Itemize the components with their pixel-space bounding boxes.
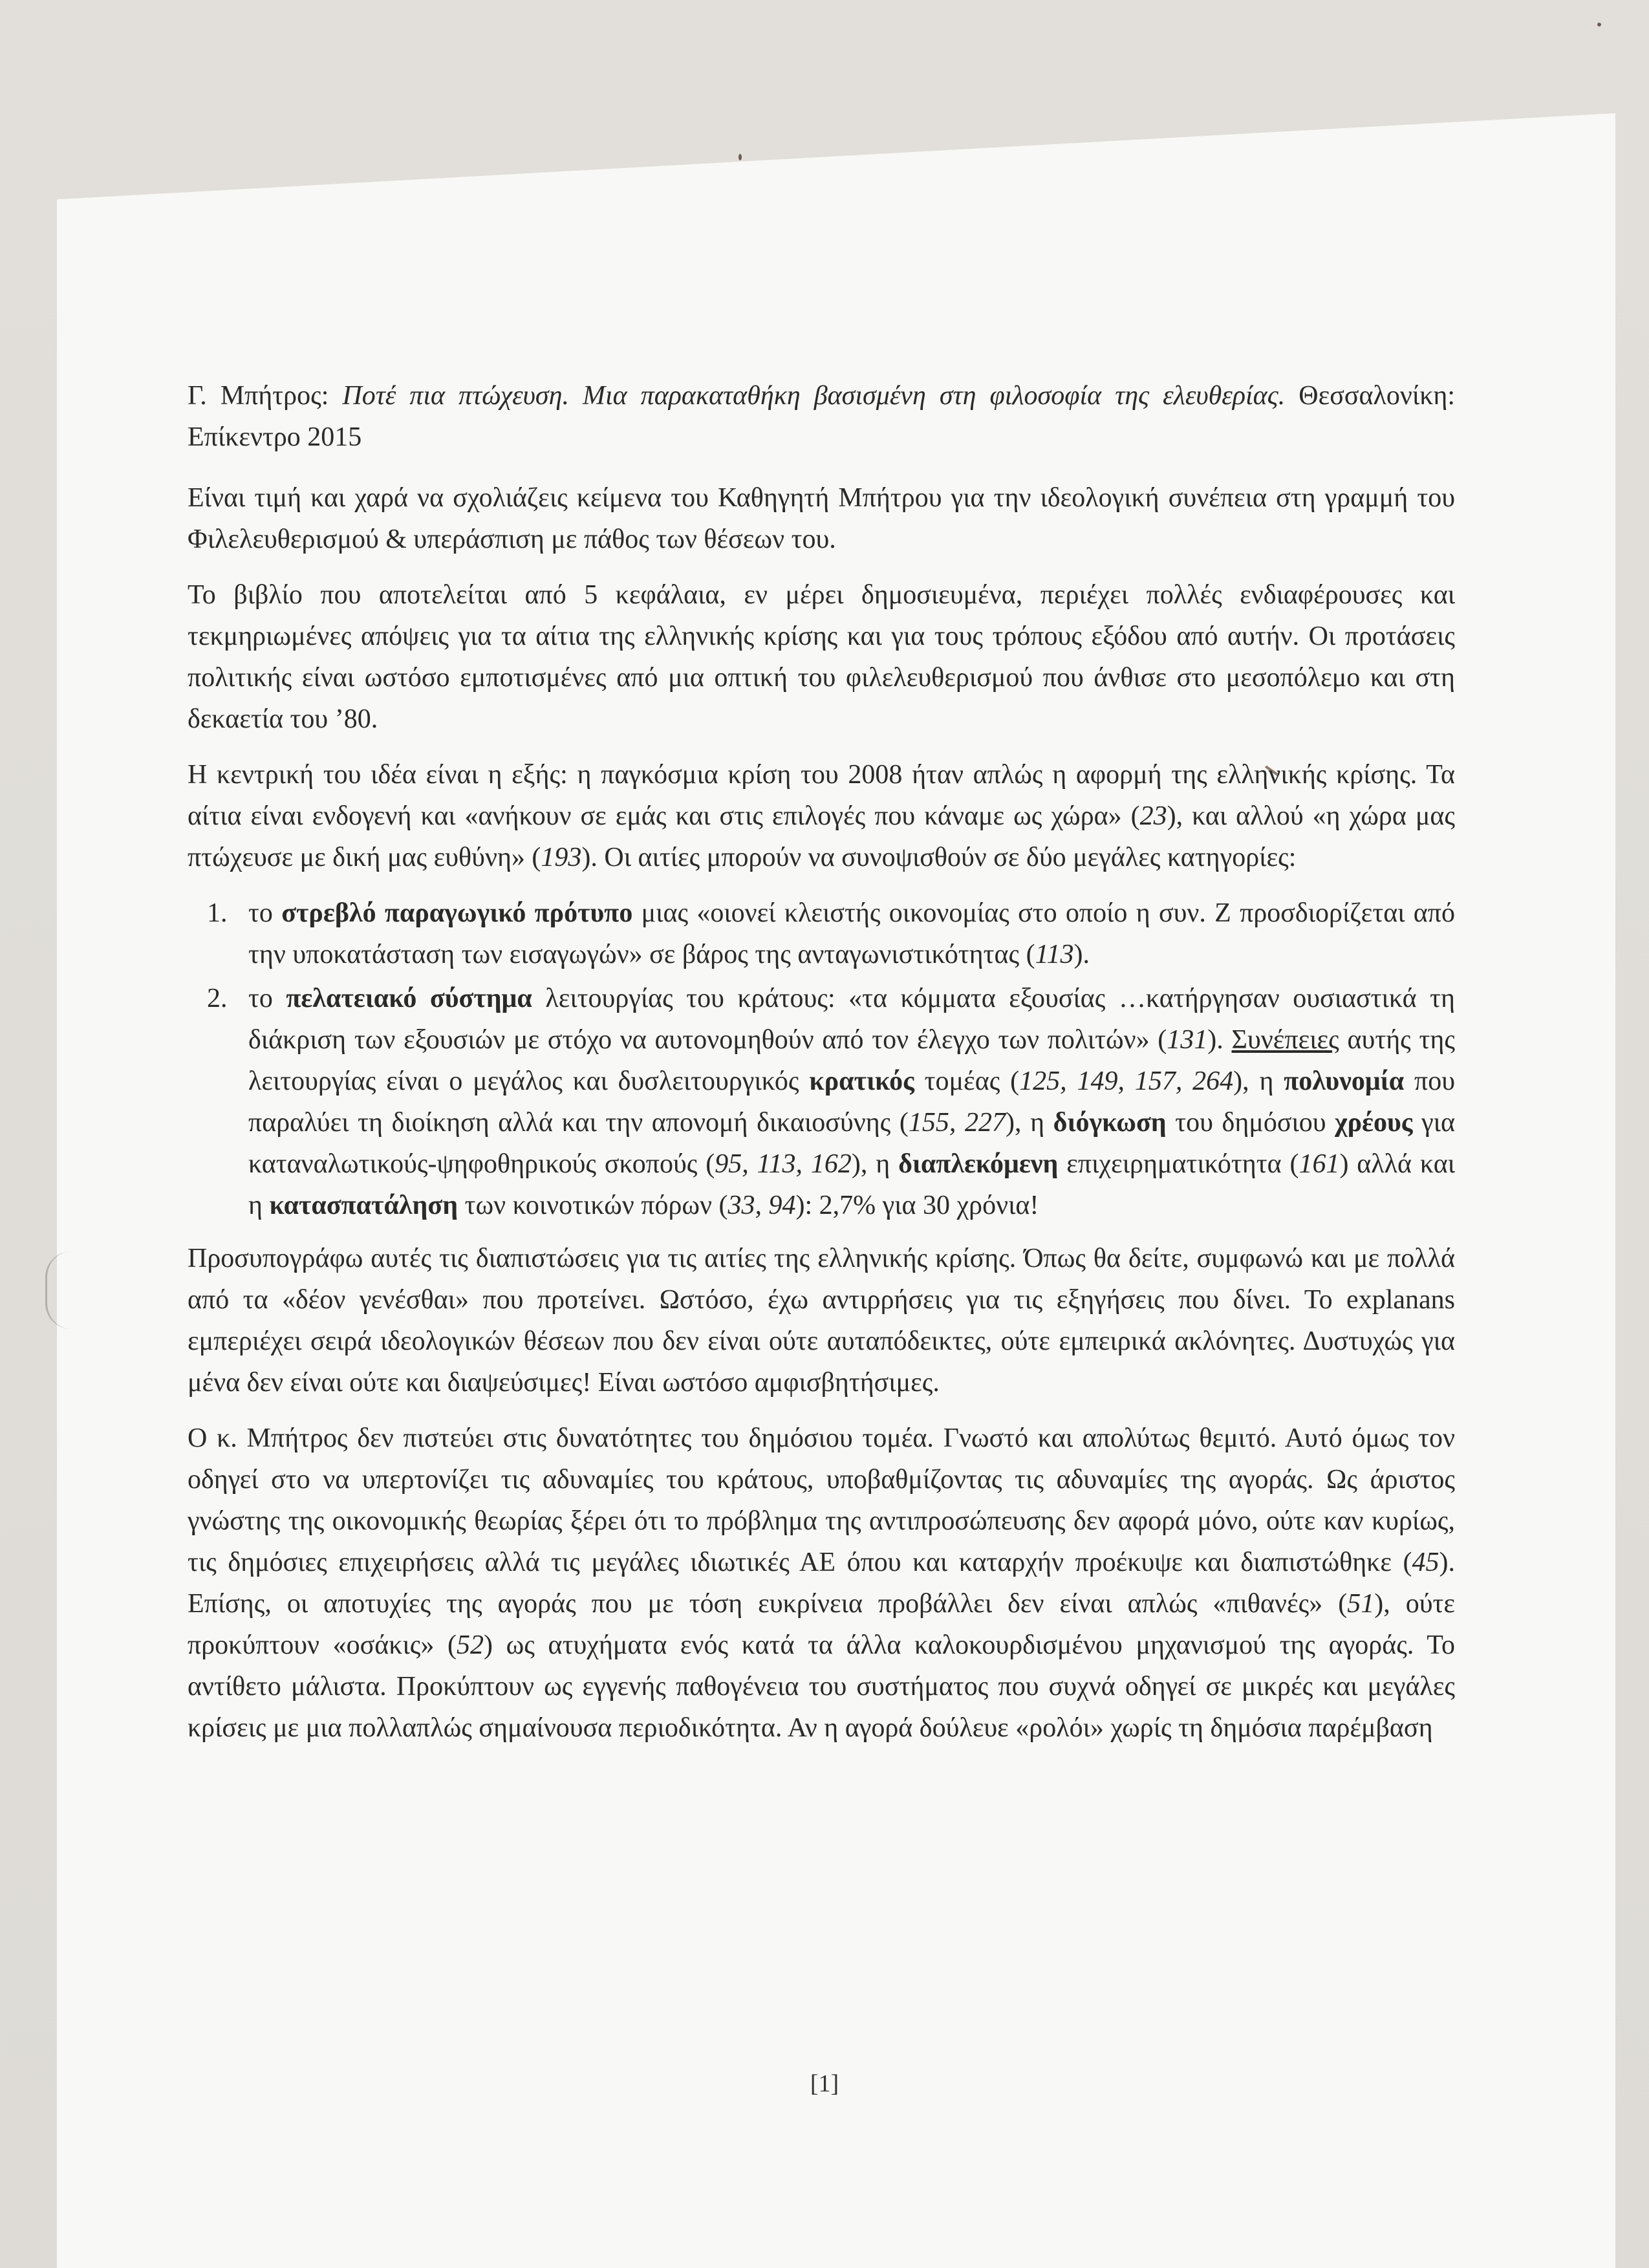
text-run: επιχειρηματικότητα ( [1058, 1149, 1299, 1179]
bold-term: πολυνομία [1284, 1066, 1405, 1096]
text-run: ), η [1233, 1066, 1284, 1096]
text-run: ), ούτε προκύπτουν «οσάκις» ( [188, 1589, 1455, 1660]
page-reference: 161 [1299, 1149, 1340, 1179]
paragraph-book-overview: Το βιβλίο που αποτελείται από 5 κεφάλαια, εν μέρει δημοσιευμένα, περιέχει πολλές ενδιαφέρουσες και τεκμηριωμένες απόψεις για τα αίτια της ελληνικής κρίσης και για τους τρόπους εξόδου από αυτήν. Οι προτάσεις πολιτικής είναι ωστόσο εμποτισμένες από μια οπτική του φιλελευθερισμού που άνθισε στο μεσοπόλεμο και στη δεκαετία του ’80. [188, 580, 1455, 734]
text-run: λειτουργίας του κράτους: «τα κόμματα εξουσίας …κατήργησαν ουσιαστικά τη διάκριση των εξουσιών με στόχο να αυτονομηθούν από τον έλεγχο των πολιτών» ( [248, 984, 1455, 1055]
page-reference: 95, 113, 162 [715, 1149, 852, 1179]
page-reference: 51 [1347, 1589, 1375, 1619]
text-run: ) ως ατυχήματα ενός κατά τα άλλα καλοκουρδισμένου μηχανισμού της αγοράς. Το αντίθετο μάλιστα. Προκύπτουν ως εγγενής παθογένεια του συστήματος που συχνά οδηγεί σε μικρές και μεγάλες κρίσεις με μια πολλαπλώς σημαίνουσα περιοδικότητα. Αν η αγορά δούλευε «ρολόι» χωρίς τη δημόσια παρέμβαση [188, 1630, 1456, 1743]
text-run: των κοινοτικών πόρων ( [458, 1191, 728, 1220]
page-reference: 23 [1139, 801, 1167, 831]
page-reference: 45 [1412, 1548, 1439, 1577]
reference-title: Ποτέ πια πτώχευση. Μια παρακαταθήκη βασισμένη στη φιλοσοφία της ελευθερίας. [342, 381, 1286, 411]
bold-term: χρέους [1335, 1108, 1413, 1138]
reference-publisher: Θεσσαλονίκη: Επίκεντρο 2015 [188, 381, 1455, 452]
paragraph-intro: Είναι τιμή και χαρά να σχολιάζεις κείμενα του Καθηγητή Μπήτρου για την ιδεολογική συνέπεια στη γραμμή του Φιλελευθερισμού & υπεράσπιση με πάθος των θέσεων του. [188, 483, 1455, 554]
underlined-term: Συνέπειες [1231, 1025, 1339, 1055]
paper-speck [738, 154, 742, 160]
list-item-clientelist-system [234, 978, 1455, 1226]
page-reference: 113 [1035, 940, 1074, 969]
page-reference: 125, 149, 157, 264 [1019, 1066, 1234, 1096]
text-run: το [248, 898, 282, 928]
paragraph-market-critique [188, 1418, 1455, 1749]
bold-term: πελατειακό σύστημα [286, 984, 532, 1013]
bold-term: διόγκωση [1053, 1108, 1167, 1138]
paper-speck [1597, 23, 1601, 27]
page-number: [1] [810, 2070, 839, 2097]
text-run: αυτής της λειτουργίας είναι ο μεγάλος και δυσλειτουργικός [248, 1025, 1455, 1096]
page-reference: 52 [457, 1630, 484, 1660]
text-run: ): 2,7% για 30 χρόνια! [795, 1191, 1039, 1220]
page-reference: 131 [1167, 1025, 1208, 1055]
book-reference [188, 375, 1455, 458]
text-run: μιας «οιονεί κλειστής οικονομίας στο οποίο η συν. Ζ προσδιορίζεται από την υποκατάσταση των εισαγωγών» σε βάρος της ανταγωνιστικότητας ( [248, 898, 1456, 969]
bold-term: στρεβλό παραγωγικό πρότυπο [281, 898, 633, 928]
text-run: του δημόσιου [1166, 1108, 1335, 1138]
text-run: ). [1207, 1025, 1232, 1055]
margin-pencil-mark [45, 1251, 73, 1329]
list-item-productive-model [234, 892, 1455, 975]
bold-term: διαπλεκόμενη [898, 1149, 1059, 1179]
reference-author: Γ. Μπήτρος: [188, 381, 329, 411]
page-reference: 33, 94 [727, 1191, 796, 1220]
text-run: ) αλλά και η [248, 1149, 1455, 1220]
bold-term: κατασπατάληση [269, 1191, 458, 1220]
text-run: Η κεντρική του ιδέα είναι η εξής: η παγκόσμια κρίση του 2008 ήταν απλώς η αφορμή της ελληνικής κρίσης. Τα αίτια είναι ενδογενή και «ανήκουν σε εμάς και στις επιλογές που κάναμε ως χώρα» ( [188, 760, 1455, 831]
page-reference: 193 [541, 843, 582, 872]
bold-term: κρατικός [809, 1066, 914, 1096]
text-run: Ο κ. Μπήτρος δεν πιστεύει στις δυνατότητες του δημόσιου τομέα. Γνωστό και απολύτως θεμιτό. Αυτό όμως τον οδηγεί στο να υπερτονίζει τις αδυναμίες του κράτους, υποβαθμίζοντας τις αδυναμίες της αγοράς. Ως άριστος γνώστης της οικονομικής θεωρίας ξέρει ότι το πρόβλημα της αντιπροσώπευσης δεν αφορά μόνο, ούτε καν κυρίως, τις δημόσιες επιχειρήσεις αλλά τις μεγάλες ιδιωτικές ΑΕ όπου και καταρχήν προέκυψε και διαπιστώθηκε ( [188, 1423, 1455, 1577]
text-run: ), η [1006, 1108, 1053, 1138]
causes-list [188, 892, 1455, 1226]
text-run: που παραλύει τη διοίκηση αλλά και την απονομή δικαιοσύνης ( [248, 1066, 1456, 1138]
paragraph-central-idea [188, 754, 1455, 878]
paragraph-agreement: Προσυπογράφω αυτές τις διαπιστώσεις για τις αιτίες της ελληνικής κρίσης. Όπως θα δείτε, συμφωνώ και με πολλά από τα «δέον γενέσθαι» που προτείνει. Ωστόσο, έχω αντιρρήσεις για τις εξηγήσεις που δίνει. Το explanans εμπεριέχει σειρά ιδεολογικών θέσεων που δεν είναι ούτε αυταπόδεικτες, ούτε εμπειρικά ακλόνητες. Δυστυχώς για μένα δεν είναι ούτε και διαψεύσιμες! Είναι ωστόσο αμφισβητήσιμες. [188, 1244, 1455, 1398]
text-run: τομέας ( [914, 1066, 1020, 1096]
document-body [188, 375, 1455, 1763]
text-run: ), η [851, 1149, 899, 1179]
text-run: ). Επίσης, οι αποτυχίες της αγοράς που με τόση ευκρίνεια προβάλλει δεν είναι απλώς «πιθανές» ( [188, 1548, 1455, 1619]
text-run: για καταναλωτικούς-ψηφοθηρικούς σκοπούς ( [248, 1108, 1455, 1179]
text-run: ). [1073, 940, 1090, 969]
text-run: το [248, 984, 286, 1013]
text-run: ). Οι αιτίες μπορούν να συνοψισθούν σε δύο μεγάλες κατηγορίες: [581, 843, 1297, 872]
text-run: ), και αλλού «η χώρα μας πτώχευσε με δική μας ευθύνη» ( [188, 801, 1455, 872]
page-reference: 155, 227 [908, 1108, 1006, 1138]
